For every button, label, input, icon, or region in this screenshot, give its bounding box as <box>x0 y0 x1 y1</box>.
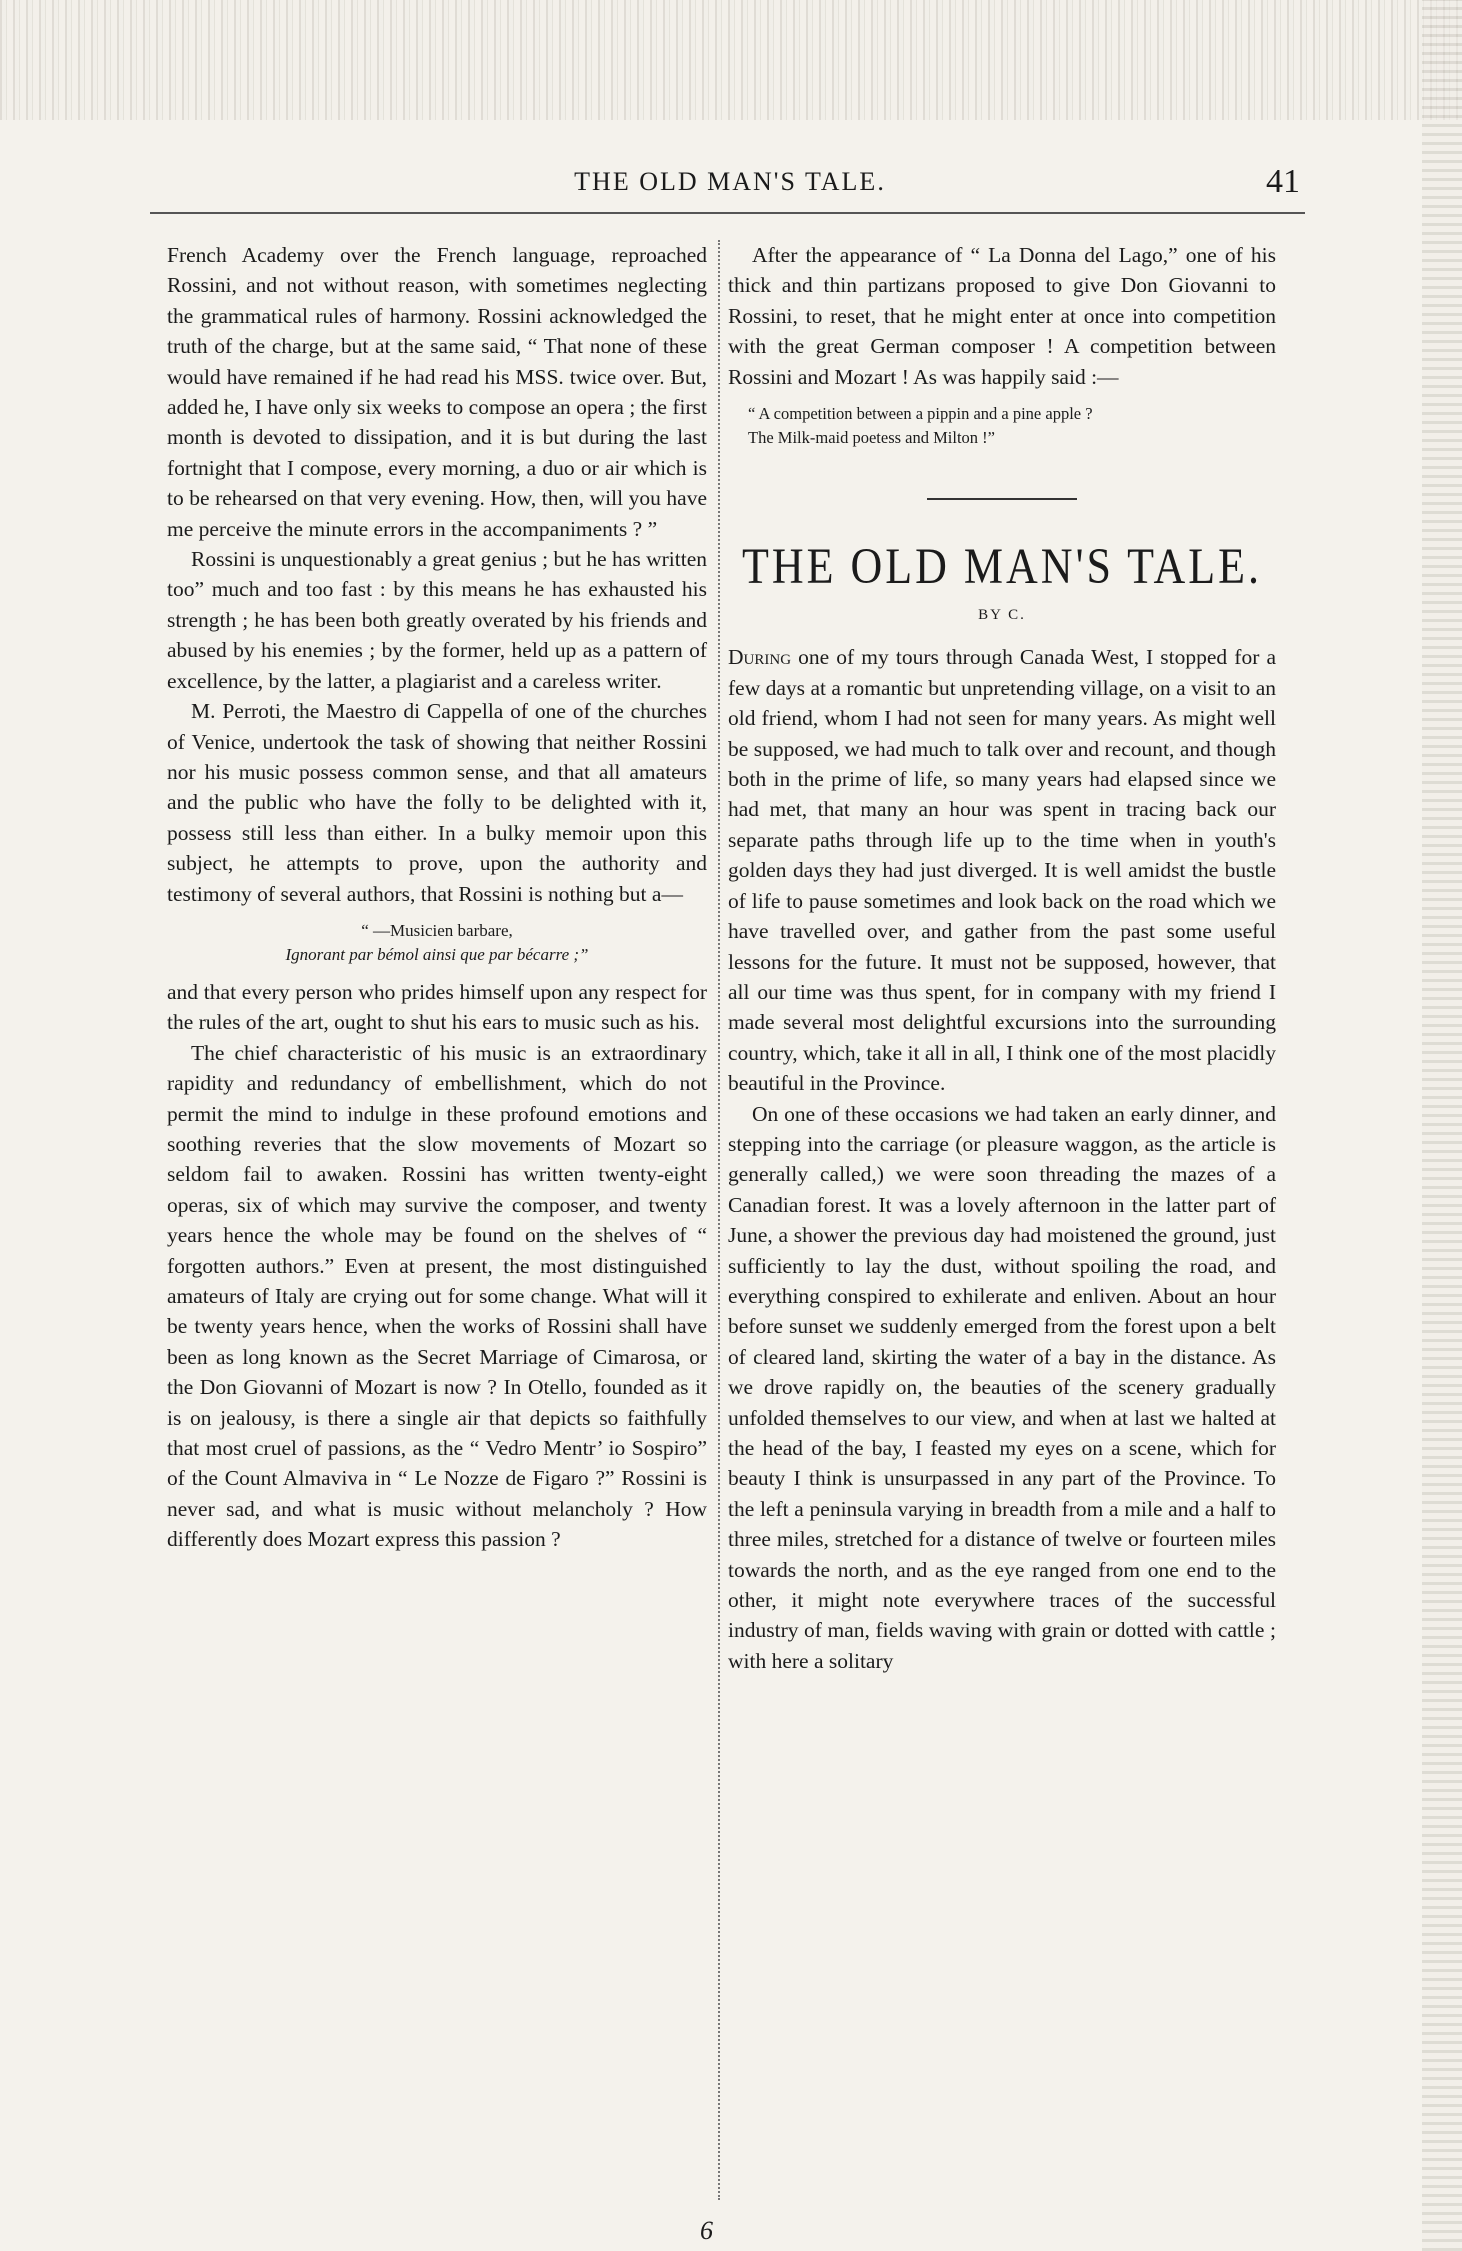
pippin-quote-line-2: The Milk-maid poetess and Milton !” <box>748 428 995 448</box>
signature-mark: 6 <box>700 2216 713 2245</box>
left-paragraph-3: M. Perroti, the Maestro di Cappella of one of the churches of Venice, undertook the task of showing that neither Rossini nor his music possess common sense, and that all amateurs and the public who have the folly to be delighted with it, possess still less than either. In a bulky memoir upon this subject, he attempts to prove, upon the authority and testimony of several authors, that Rossini is nothing but a— <box>167 699 707 906</box>
right-paragraph-2 <box>728 642 1276 1098</box>
story-title: THE OLD MAN'S TALE. <box>741 538 1263 595</box>
byline: BY C. <box>978 607 1026 624</box>
right-paragraph-2-text: one of my tours through Canada West, I stopped for a few days at a romantic but unpretending village, on a visit to an old friend, whom I had not seen for many years. As might well be supposed, we had much to talk over and recount, and though both in the prime of life, so many years had elapsed since we had met, that many an hour was spent in tracing back our separate paths through life up to the time when in youth's golden days they had just diverged. It is well amidst the bustle of life to pause sometimes and look back on the road which we have travelled over, and gather from the past some useful lessons for the future. It must not be supposed, however, that all our time was thus spent, for in company with my friend I made several most delightful excursions into the surrounding country, which, take it all in all, I think one of the most placidly beautiful in the Province. <box>728 645 1276 1096</box>
header-rule <box>150 212 1305 214</box>
opening-word: During <box>728 645 792 670</box>
section-rule <box>927 498 1077 500</box>
right-paragraph-1: After the appearance of “ La Donna del Lago,” one of his thick and thin partizans proposed to give Don Giovanni to Rossini, to reset, that he might enter at once into competition with the great German composer ! A competition between Rossini and Mozart ! As was happily said :— <box>728 243 1276 389</box>
scan-noise-top <box>0 0 1462 120</box>
page-header <box>160 163 1300 207</box>
pippin-quote <box>728 402 1276 450</box>
french-verse-quote <box>167 919 707 967</box>
right-paragraph-3: On one of these occasions we had taken an early dinner, and stepping into the carriage (or pleasure waggon, as the article is generally called,) we were soon threading the mazes of a Canadian forest. It was a lovely afternoon in the latter part of June, a shower the previous day had moistened the ground, just sufficiently to lay the dust, without spoiling the road, and everything conspired to exhilerate and enliven. About an hour before sunset we suddenly emerged from the forest upon a belt of cleared land, skirting the water of a bay in the distance. As we drove rapidly on, the beauties of the scenery gradually unfolded themselves to our view, and when at last we halted at the head of the bay, I feasted my eyes on a scene, which for beauty I think is unsurpassed in any part of the Province. To the left a peninsula varying in breadth from a mile and a half to three miles, stretched for a distance of twelve or fourteen miles towards the north, and as the eye ranged from one end to the other, it might note everywhere traces of the successful industry of man, fields waving with grain or dotted with cattle ; with here a solitary <box>728 1101 1276 1673</box>
pippin-quote-line-1: “ A competition between a pippin and a pine apple ? <box>748 404 1093 424</box>
scan-noise-right <box>1422 0 1462 2251</box>
left-paragraph-4: and that every person who prides himself upon any respect for the rules of the art, ought to shut his ears to music such as his. <box>167 979 707 1035</box>
verse-line-1: “ —Musicien barbare, <box>361 920 513 940</box>
left-paragraph-2: Rossini is unquestionably a great genius ; but he has written too” much and too fast : by this means he has exhausted his strength ; he has been both greatly overated by his friends and abused by his enemies ; by the former, held up as a pattern of excellence, by the latter, a plagiarist and a careless writer. <box>167 547 707 693</box>
page-number: 41 <box>1266 163 1300 200</box>
right-column <box>728 240 1276 1676</box>
left-paragraph-5: The chief characteristic of his music is an extraordinary rapidity and redundancy of embellishment, which do not permit the mind to indulge in these profound emotions and soothing reveries that the slow movements of Mozart so seldom fail to awaken. Rossini has written twenty-eight operas, six of which may survive the composer, and twenty years hence the whole may be found on the shelves of “ forgotten authors.” Even at present, the most distinguished amateurs of Italy are crying out for some change. What will it be twenty years hence, when the works of Rossini shall have been as long known as the Secret Marriage of Cimarosa, or the Don Giovanni of Mozart is now ? In Otello, founded as it is on jealousy, is there a single air that depicts so faithfully that most cruel of passions, as the “ Vedro Mentr’ io Sospiro” of the Count Almaviva in “ Le Nozze de Figaro ?” Rossini is never sad, and what is music without melancholy ? How differently does Mozart express this passion ? <box>167 1040 707 1552</box>
left-column <box>167 240 707 1555</box>
verse-line-2: Ignorant par bémol ainsi que par bécarre ;” <box>285 944 589 964</box>
running-title: THE OLD MAN'S TALE. <box>574 167 886 196</box>
column-divider <box>718 240 720 2200</box>
left-paragraph-1: French Academy over the French language, reproached Rossini, and not without reason, with sometimes neglecting the grammatical rules of harmony. Rossini acknowledged the truth of the charge, but at the same said, “ That none of these would have remained if he had read his MSS. twice over. But, added he, I have only six weeks to compose an opera ; the first month is devoted to dissipation, and it is but during the last fortnight that I compose, every morning, a duo or air which is to be rehearsed on that very evening. How, then, will you have me perceive the minute errors in the accompaniments ? ” <box>167 243 707 541</box>
